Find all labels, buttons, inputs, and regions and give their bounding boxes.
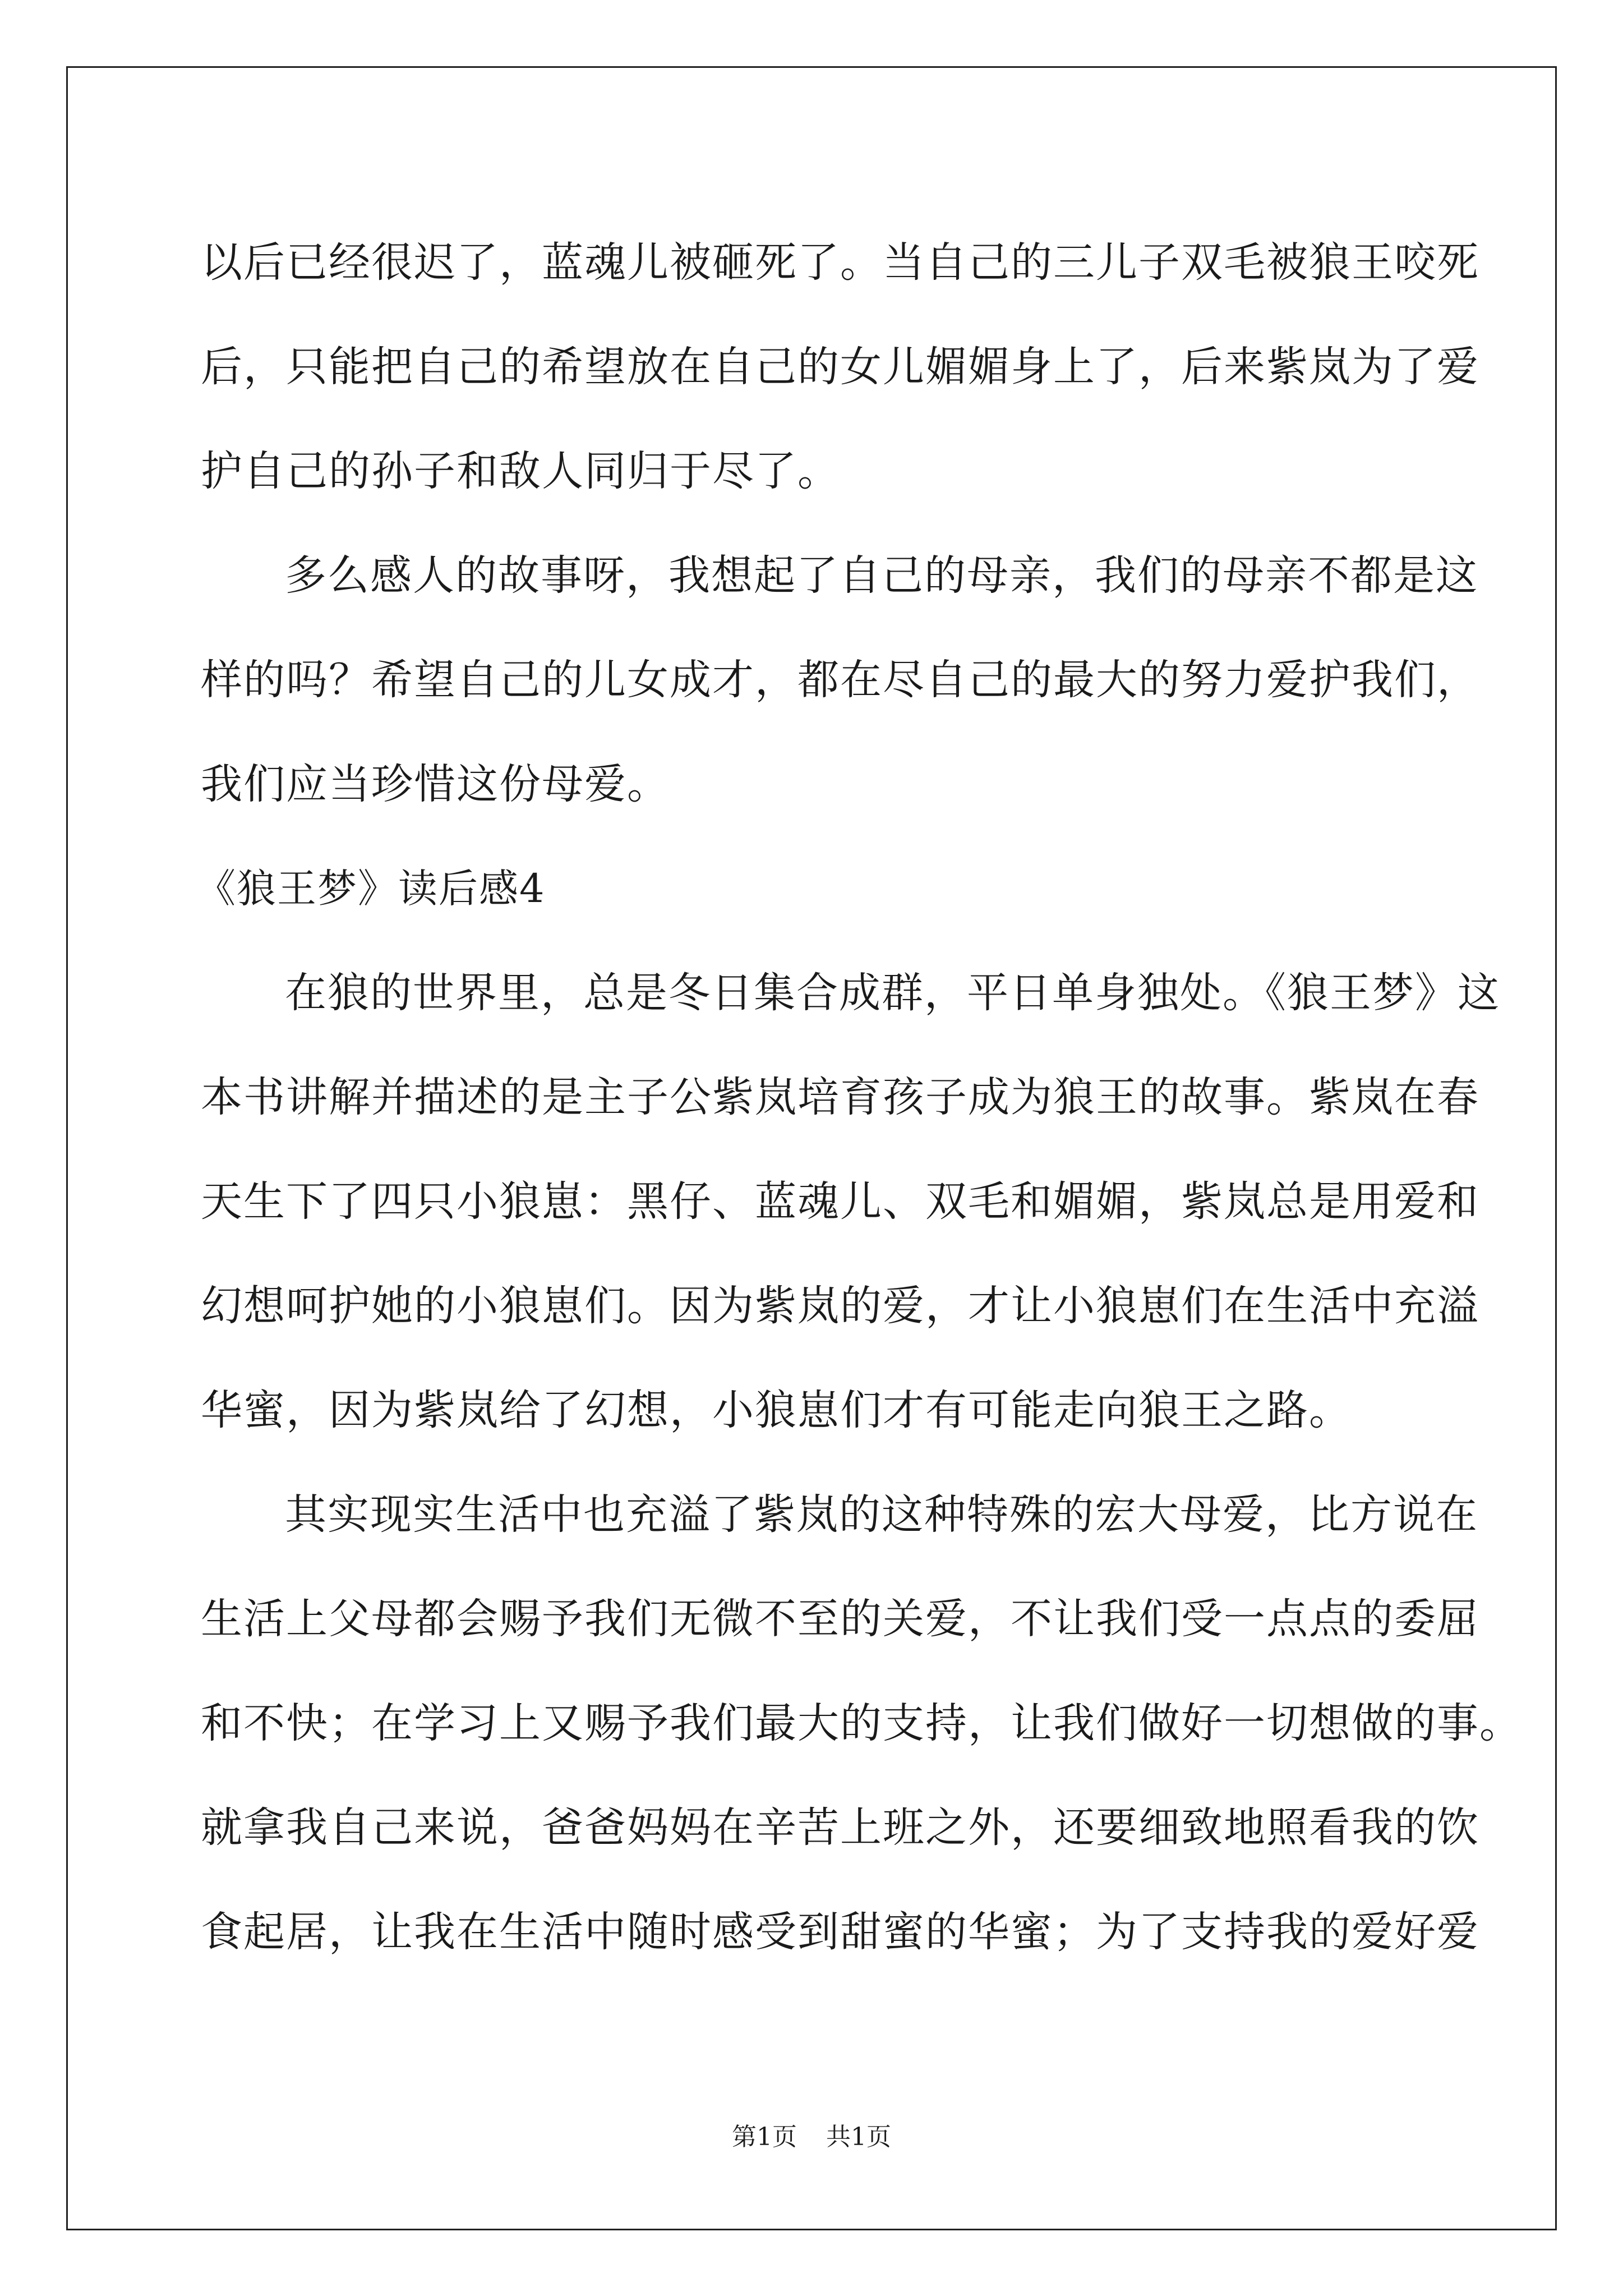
text-line: 多么感人的故事呀，我想起了自己的母亲，我们的母亲不都是这 xyxy=(285,551,1478,600)
document-body xyxy=(196,210,1522,1984)
text-line: 在狼的世界里，总是冬日集合成群，平日单身独处。《狼王梦》这 xyxy=(285,969,1500,1017)
text-line: 本书讲解并描述的是主子公紫岚培育孩子成为狼王的故事。紫岚在春 xyxy=(201,1073,1479,1121)
page-number: 第1页 xyxy=(732,2123,797,2151)
text-line: 其实现实生活中也充溢了紫岚的这种特殊的宏大母爱，比方说在 xyxy=(285,1490,1478,1539)
text-line: 就拿我自己来说，爸爸妈妈在辛苦上班之外，还要细致地照看我的饮 xyxy=(201,1803,1479,1852)
text-line: 以后已经很迟了，蓝魂儿被砸死了。当自己的三儿子双毛被狼王咬死 xyxy=(201,238,1479,287)
text-line: 和不快；在学习上又赐予我们最大的支持，让我们做好一切想做的事。 xyxy=(201,1699,1522,1747)
text-line: 幻想呵护她的小狼崽们。因为紫岚的爱，才让小狼崽们在生活中充溢 xyxy=(201,1282,1479,1330)
text-line: 我们应当珍惜这份母爱。 xyxy=(201,760,670,808)
text-line: 护自己的孙子和敌人同归于尽了。 xyxy=(201,447,840,495)
section-heading: 《狼王梦》读后感4 xyxy=(196,866,546,912)
page-footer xyxy=(0,2120,1623,2154)
text-line: 生活上父母都会赐予我们无微不至的关爱，不让我们受一点点的委屈 xyxy=(201,1595,1479,1643)
text-line: 后，只能把自己的希望放在自己的女儿媚媚身上了，后来紫岚为了爱 xyxy=(201,343,1479,391)
text-line: 天生下了四只小狼崽：黑仔、蓝魂儿、双毛和媚媚，紫岚总是用爱和 xyxy=(201,1177,1479,1226)
page-total: 共1页 xyxy=(826,2123,891,2151)
text-line: 华蜜，因为紫岚给了幻想，小狼崽们才有可能走向狼王之路。 xyxy=(201,1386,1352,1434)
text-line: 样的吗？希望自己的儿女成才，都在尽自己的最大的努力爱护我们， xyxy=(201,656,1479,704)
text-line: 食起居，让我在生活中随时感受到甜蜜的华蜜；为了支持我的爱好爱 xyxy=(201,1908,1479,1956)
